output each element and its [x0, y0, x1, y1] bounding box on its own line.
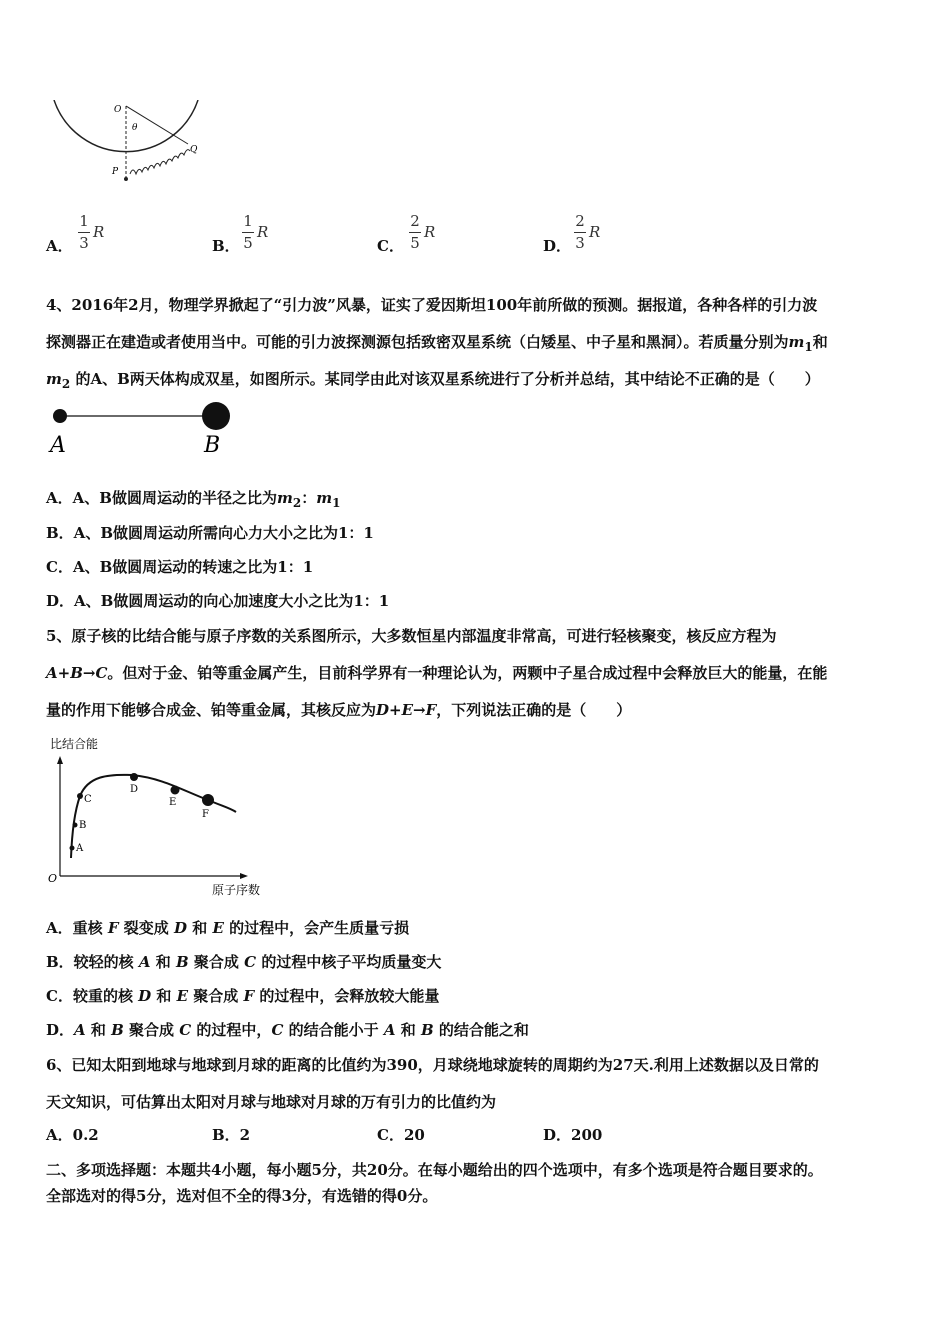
q3-label-o: O — [114, 105, 122, 115]
q5-stem-line3: 量的作用下能够合成金、铂等重金属，其核反应为D+E→F，下列说法正确的是（ ） — [46, 701, 632, 719]
q3-label-q: Q — [190, 145, 198, 155]
q5-point-e — [171, 786, 180, 795]
q4-stem-line2: 探测器正在建造或者使用当中。可能的引力波探测源包括致密双星系统（白矮星、中子星和黑洞）。若质量分别为$m_1$和 — [46, 333, 828, 354]
q4-option-a[interactable]: A．A、B做圆周运动的半径之比为$m_2$：$m_1$ — [46, 489, 341, 510]
q4-label-a: A — [50, 433, 66, 458]
q5-point-d — [130, 773, 138, 781]
q4-label-b: B — [204, 433, 221, 458]
q5-option-b[interactable]: B．较轻的核 A 和 B 聚合成 C 的过程中核子平均质量变大 — [46, 953, 442, 971]
q3-option-c-letter[interactable]: C． — [377, 237, 404, 255]
q6-option-d[interactable]: D．200 — [543, 1126, 603, 1144]
q6-stem-line2: 天文知识，可估算出太阳对月球与地球对月球的万有引力的比值约为 — [46, 1093, 497, 1111]
q5-label-a: A — [76, 843, 84, 854]
section2-heading-line1: 二、多项选择题：本题共4小题，每小题5分，共20分。在每小题给出的四个选项中，有多个选项是符合题目要求的。 — [46, 1161, 823, 1179]
q5-point-c — [77, 793, 83, 799]
q5-label-b: B — [79, 820, 87, 831]
q3-label-p: P — [112, 167, 119, 177]
q6-option-b[interactable]: B．2 — [212, 1126, 251, 1144]
q3-option-b-value: 1 5 R — [243, 212, 269, 252]
q3-option-d-letter[interactable]: D． — [543, 237, 572, 255]
q4-stem-line3: $m_2$ 的A、B两天体构成双星，如图所示。某同学由此对该双星系统进行了分析并总结，其中结论不正确的是（ ） — [46, 370, 820, 391]
section2-heading-line2: 全部选对的得5分，选对但不全的得3分，有选错的得0分。 — [46, 1187, 438, 1205]
q5-point-a — [70, 846, 75, 851]
q5-chart-origin: O — [48, 872, 58, 885]
q5-chart-xlabel: 原子序数 — [212, 883, 261, 897]
q5-point-b — [73, 823, 78, 828]
q4-binary-star-figure — [46, 398, 246, 458]
q4-option-b[interactable]: B．A、B做圆周运动所需向心力大小之比为1：1 — [46, 524, 374, 542]
q6-option-c[interactable]: C．20 — [377, 1126, 425, 1144]
q6-option-a[interactable]: A．0.2 — [46, 1126, 99, 1144]
q3-circle-figure — [48, 100, 208, 190]
q5-binding-energy-chart — [42, 730, 282, 900]
q3-option-a-letter[interactable]: A． — [46, 237, 73, 255]
q5-chart-ylabel: 比结合能 — [50, 737, 99, 751]
q4-option-c[interactable]: C．A、B做圆周运动的转速之比为1：1 — [46, 558, 314, 576]
q3-option-a-value: 1 3 R — [79, 212, 105, 252]
q5-option-a[interactable]: A．重核 F 裂变成 D 和 E 的过程中，会产生质量亏损 — [46, 919, 410, 937]
q3-option-c-value: 2 5 R — [410, 212, 436, 252]
q3-option-d-value: 2 3 R — [575, 212, 601, 252]
q5-label-d: D — [130, 784, 139, 795]
q3-option-b-letter[interactable]: B． — [212, 237, 240, 255]
q4-option-d[interactable]: D．A、B做圆周运动的向心加速度大小之比为1：1 — [46, 592, 390, 610]
q6-stem-line1: 6、已知太阳到地球与地球到月球的距离的比值约为390，月球绕地球旋转的周期约为27天.利用上述数据以及日常的 — [46, 1056, 819, 1074]
q5-option-d[interactable]: D．A 和 B 聚合成 C 的过程中，C 的结合能小于 A 和 B 的结合能之和 — [46, 1021, 529, 1039]
q5-point-f — [202, 794, 214, 806]
q3-label-theta: θ — [132, 123, 138, 133]
q5-label-e: E — [169, 797, 177, 808]
q5-label-c: C — [84, 794, 92, 805]
q5-stem-line1: 5、原子核的比结合能与原子序数的关系图所示，大多数恒星内部温度非常高，可进行轻核聚变，核反应方程为 — [46, 627, 777, 645]
q5-option-c[interactable]: C．较重的核 D 和 E 聚合成 F 的过程中，会释放较大能量 — [46, 987, 440, 1005]
q5-stem-line2: A+B→C。但对于金、铂等重金属产生，目前科学界有一种理论认为，两颗中子星合成过程中会释放巨大的能量，在能 — [46, 664, 828, 682]
q4-stem-line1: 4、2016年2月，物理学界掀起了“引力波”风暴，证实了爱因斯坦100年前所做的预测。据报道，各种各样的引力波 — [46, 296, 818, 314]
q5-label-f: F — [202, 809, 209, 820]
